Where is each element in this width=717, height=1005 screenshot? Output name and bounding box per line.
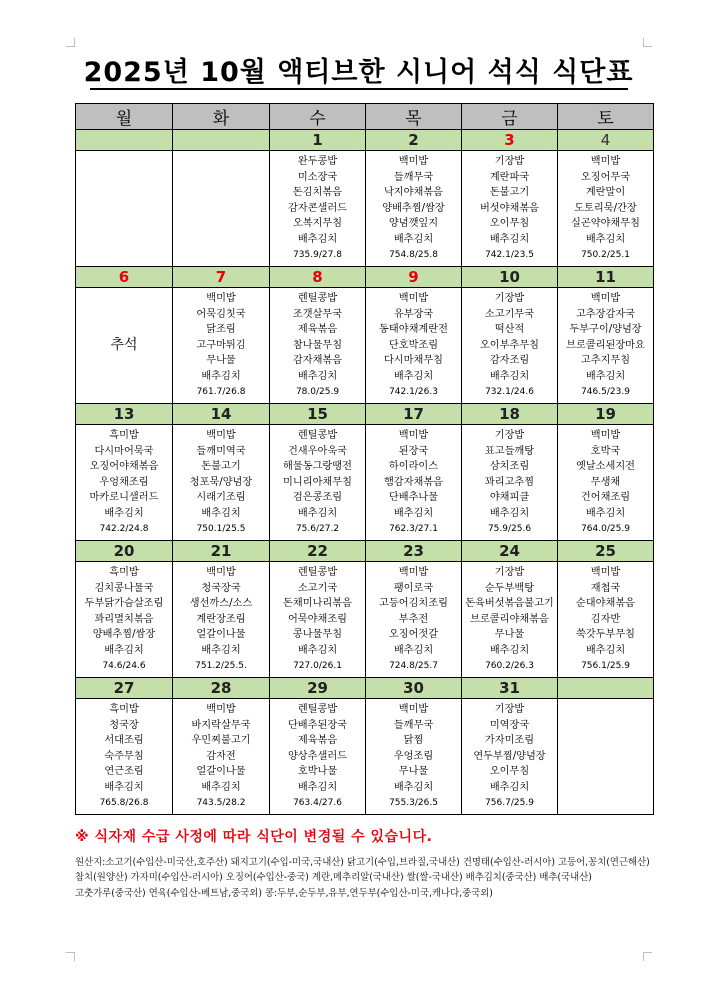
menu-item: 배추김치 [201,370,241,382]
nutrition-value: 756.1/25.9 [581,660,630,671]
date-cell: 6 [76,267,173,288]
menu-item: 야채피클 [489,492,530,504]
nutrition-value: 762.3/27.1 [389,523,438,534]
menu-item: 배추김치 [297,781,338,793]
menu-item: 팽이로국 [393,582,434,594]
menu-item: 감자채볶음 [292,355,343,367]
date-cell [76,130,173,151]
menu-item: 배추김치 [297,370,338,382]
menu-item: 고추지무침 [580,355,631,367]
menu-item: 돈채미나리볶음 [283,598,352,610]
menu-item: 유부장국 [393,308,434,320]
nutrition-value: 760.2/26.3 [485,660,534,671]
menu-item: 어묵김칫국 [196,308,246,320]
menu-item: 고추장감자국 [575,308,636,320]
menu-item: 무나물 [494,629,525,641]
menu-item: 도토리묵/간장 [574,202,637,214]
menu-cell [76,288,173,404]
date-cell: 24 [462,541,558,562]
menu-calendar-table [75,103,654,815]
weekday-header: 수 [270,104,366,130]
menu-item: 양배추찜/쌈장 [92,629,156,641]
menu-item: 검은콩조림 [292,492,343,504]
menu-item: 감자전 [206,750,236,762]
nutrition-value: 743.5/28.2 [196,797,246,808]
menu-item: 부추전 [398,613,429,625]
menu-item: 참나물무침 [292,339,343,351]
menu-cell [366,562,462,678]
menu-row [76,562,654,678]
menu-item: 하이라이스 [388,461,439,473]
menu-cell [270,151,366,267]
menu-item: 청국장국 [201,582,241,594]
menu-item: 기장밥 [494,156,525,167]
date-cell: 13 [76,404,173,425]
menu-item: 백미밥 [206,430,236,441]
menu-item: 고등어김치조림 [379,598,448,610]
nutrition-value: 763.4/27.6 [293,797,342,808]
date-cell: 3 [462,130,558,151]
date-row [76,130,654,151]
menu-item: 다시마어묵국 [94,445,154,457]
menu-item: 김자반 [590,613,621,625]
menu-item: 김치콩나물국 [94,582,154,594]
menu-cell [173,699,270,815]
date-cell: 23 [366,541,462,562]
date-cell: 14 [173,404,270,425]
menu-item: 들깨무국 [393,719,434,731]
menu-item: 고구마튀김 [196,339,246,351]
menu-item: 배추김치 [201,507,241,519]
menu-item: 서대조림 [104,735,144,747]
title-underline [90,88,628,90]
menu-item: 청국장 [109,719,139,731]
origin-info-line: 원산지:소고기(수입산-미국산,호주산) 돼지고기(수입-미국,국내산) 닭고기(수입,브라질,국내산) 건명태(수입산-러시아) 고등어,꽁치(연근해산) [75,857,650,868]
nutrition-value: 727.0/26.1 [293,660,342,671]
menu-item: 우민찌불고기 [191,735,251,747]
menu-item: 무생채 [590,476,621,488]
menu-item: 배추김치 [489,781,530,793]
menu-item: 단호박조림 [388,339,439,351]
date-cell: 25 [558,541,654,562]
menu-cell [173,151,270,267]
menu-item: 다시마채무침 [383,355,444,367]
menu-item: 백미밥 [206,704,236,715]
menu-item: 백미밥 [590,430,621,441]
menu-cell [462,699,558,815]
weekday-header: 금 [462,104,558,130]
menu-item: 백미밥 [398,704,429,715]
date-row [76,678,654,699]
menu-item: 배추김치 [393,644,434,656]
menu-item: 들깨무국 [393,171,434,183]
menu-item: 계란말이 [585,187,626,199]
weekday-header: 목 [366,104,462,130]
menu-item: 배추김치 [297,644,338,656]
menu-item: 배추김치 [585,233,626,245]
menu-item: 배추김치 [104,781,144,793]
nutrition-value: 732.1/24.6 [485,386,534,397]
menu-item: 배추김치 [104,507,144,519]
menu-item: 돈육버섯볶음불고기 [465,598,554,610]
menu-item: 배추김치 [104,644,144,656]
menu-item: 소고기국 [297,582,338,594]
nutrition-value: 756.7/25.9 [485,797,534,808]
menu-item: 흑미밥 [109,567,139,578]
menu-item: 배추김치 [585,507,626,519]
nutrition-value: 761.7/26.8 [196,386,246,397]
menu-item: 완두콩밥 [297,156,338,167]
crop-mark [643,38,652,47]
menu-item: 오이부추무침 [479,339,540,351]
menu-item: 동태야채계란전 [379,324,448,336]
date-row [76,267,654,288]
nutrition-value: 74.6/24.6 [102,660,146,671]
date-cell: 8 [270,267,366,288]
menu-item: 햄감자채볶음 [383,476,444,488]
nutrition-value: 742.1/23.5 [485,249,534,260]
menu-item: 호박국 [590,445,621,457]
menu-item: 꽈리고추찜 [484,476,535,488]
menu-item: 렌틸콩밥 [297,567,338,578]
menu-item: 조갯살무국 [292,308,343,320]
weekday-header: 화 [173,104,270,130]
menu-item: 기장밥 [494,293,525,304]
menu-item: 돈불고기 [201,461,241,473]
menu-item: 된장국 [398,445,429,457]
page-title: 2025년 10월 액티브한 시니어 석식 식단표 [83,57,634,88]
menu-item: 소고기무국 [484,308,535,320]
menu-cell [366,425,462,541]
menu-item: 마카로니샐러드 [89,492,159,504]
date-cell: 28 [173,678,270,699]
menu-item: 배추김치 [489,644,530,656]
menu-item: 닭찜 [403,735,424,747]
menu-item: 배추김치 [393,781,434,793]
menu-item: 두부구이/양념장 [569,324,642,336]
date-cell: 7 [173,267,270,288]
date-cell: 22 [270,541,366,562]
nutrition-value: 735.9/27.8 [293,249,342,260]
menu-item: 배추김치 [393,507,434,519]
menu-cell [76,699,173,815]
menu-item: 오복지무침 [292,218,343,230]
menu-cell [366,699,462,815]
menu-item: 오징어야채볶음 [89,461,159,473]
date-cell: 18 [462,404,558,425]
date-cell: 9 [366,267,462,288]
menu-item: 바지락살무국 [191,719,251,731]
menu-row [76,699,654,815]
menu-item: 배추김치 [393,370,434,382]
menu-item: 들깨미역국 [196,445,246,457]
nutrition-value: 754.8/25.8 [389,249,438,260]
menu-item: 배추김치 [489,370,530,382]
menu-item: 미니리아채무침 [283,476,352,488]
nutrition-value: 746.5/23.9 [581,386,630,397]
menu-item: 미역장국 [489,719,530,731]
menu-cell [558,425,654,541]
menu-item: 무나물 [398,766,429,778]
nutrition-value: 764.0/25.9 [581,523,630,534]
menu-item: 청포묵/양념장 [189,476,253,488]
menu-cell [366,151,462,267]
menu-item: 기장밥 [494,704,525,715]
date-cell: 31 [462,678,558,699]
menu-item: 삼치조림 [489,461,530,473]
nutrition-value: 750.1/25.5 [196,523,246,534]
menu-cell [76,562,173,678]
crop-mark [66,38,75,47]
menu-item: 우엉조림 [393,750,434,762]
menu-cell [270,699,366,815]
menu-item: 무나물 [206,355,236,367]
menu-cell [270,288,366,404]
menu-item: 옛날소세지전 [575,461,636,473]
nutrition-value: 742.2/24.8 [99,523,149,534]
menu-item: 연근조림 [104,766,144,778]
menu-item: 양배추찜/쌈장 [382,202,445,214]
menu-cell [462,562,558,678]
menu-cell [558,562,654,678]
menu-item: 배추김치 [393,233,434,245]
menu-item: 얼갈이나물 [196,629,246,641]
menu-item: 버섯야채볶음 [479,202,540,214]
menu-cell [173,425,270,541]
menu-item: 브로콜리된장마요 [566,339,645,351]
date-cell [558,678,654,699]
origin-info-line: 참치(원양산) 가자미(수입산-러시아) 오징어(수입산-중국) 계란,메추리알(국내산) 쌀(쌀-국내산) 배추김치(중국산) 배추(국내산) [75,872,592,883]
menu-item: 양상추샐러드 [287,750,348,762]
date-cell: 2 [366,130,462,151]
menu-cell [558,288,654,404]
menu-cell [173,562,270,678]
weekday-header: 월 [76,104,173,130]
nutrition-value: 78.0/25.9 [295,386,340,397]
menu-item: 단배추된장국 [287,719,348,731]
menu-item: 두부닭가슴살조림 [84,598,164,610]
menu-item: 제육볶음 [297,324,338,336]
weekday-header-row [76,104,654,130]
nutrition-value: 742.1/26.3 [389,386,438,397]
date-row [76,541,654,562]
crop-mark [643,952,652,961]
menu-item: 렌틸콩밥 [297,293,338,304]
menu-item: 기장밥 [494,567,525,578]
menu-item: 호박나물 [297,766,338,778]
menu-item: 백미밥 [398,293,429,304]
menu-item: 양념깻잎지 [388,218,439,230]
menu-item: 백미밥 [590,156,621,167]
nutrition-value: 75.9/25.6 [487,523,532,534]
nutrition-value: 755.3/26.5 [389,797,438,808]
menu-item: 재첩국 [590,582,621,594]
menu-item: 순대야채볶음 [575,598,636,610]
menu-item: 오이무침 [489,766,530,778]
menu-item: 백미밥 [398,567,429,578]
date-cell: 21 [173,541,270,562]
nutrition-value: 750.2/25.1 [581,249,630,260]
menu-cell [462,425,558,541]
menu-cell [173,288,270,404]
menu-cell [558,699,654,815]
menu-item: 백미밥 [398,430,429,441]
date-cell [173,130,270,151]
menu-item: 오징어젓갈 [388,629,439,641]
date-cell: 11 [558,267,654,288]
menu-item: 배추김치 [489,233,530,245]
menu-item: 브로콜리야채볶음 [470,613,549,625]
nutrition-value: 751.2/25.5. [195,660,247,671]
menu-cell [462,151,558,267]
menu-cell [462,288,558,404]
menu-item: 기장밥 [494,430,525,441]
menu-item: 계란장조림 [196,613,246,625]
menu-item: 건새우아욱국 [287,445,348,457]
menu-row [76,425,654,541]
date-cell: 30 [366,678,462,699]
menu-item: 연두부찜/양념장 [473,750,546,762]
menu-cell [270,562,366,678]
menu-item: 돈김치볶음 [292,187,343,199]
menu-item: 숙주무침 [104,750,144,762]
menu-item: 감자콘샐러드 [287,202,348,214]
menu-item: 낙지야채볶음 [383,187,444,199]
weekday-header: 토 [558,104,654,130]
date-cell: 19 [558,404,654,425]
menu-item: 콩나물무침 [292,629,343,641]
date-cell: 27 [76,678,173,699]
menu-item: 얼갈이나물 [196,766,246,778]
menu-item: 미소장국 [297,171,338,183]
menu-item: 백미밥 [590,293,621,304]
menu-row [76,151,654,267]
menu-item: 백미밥 [206,293,236,304]
menu-item: 계란파국 [489,171,530,183]
menu-item: 배추김치 [489,507,530,519]
menu-item: 렌틸콩밥 [297,704,338,715]
menu-item: 우엉채조림 [99,476,149,488]
menu-item: 백미밥 [398,156,429,167]
menu-item: 제육볶음 [297,735,338,747]
menu-item: 배추김치 [585,370,626,382]
date-cell: 29 [270,678,366,699]
menu-item: 백미밥 [206,567,236,578]
menu-item: 오징어무국 [580,171,631,183]
menu-item: 흑미밥 [109,430,139,441]
date-row [76,404,654,425]
date-cell: 15 [270,404,366,425]
date-cell: 10 [462,267,558,288]
nutrition-value: 75.6/27.2 [295,523,340,534]
menu-item: 단배추나물 [388,492,439,504]
menu-item: 렌틸콩밥 [297,430,338,441]
nutrition-value: 765.8/26.8 [99,797,149,808]
menu-item: 실곤약야채무침 [571,218,640,230]
menu-item: 순두부백탕 [484,582,535,594]
menu-cell [558,151,654,267]
nutrition-value: 724.8/25.7 [389,660,438,671]
menu-item: 오이무침 [489,218,530,230]
date-cell: 20 [76,541,173,562]
menu-item: 생선까스/소스 [189,598,253,610]
menu-item: 배추김치 [585,644,626,656]
menu-item: 배추김치 [201,781,241,793]
menu-item: 돈불고기 [489,187,530,199]
menu-item: 배추김치 [201,644,241,656]
crop-mark [66,952,75,961]
menu-item: 배추김치 [297,233,338,245]
menu-cell [366,288,462,404]
menu-item: 표고들깨탕 [484,445,535,457]
menu-item: 해물동그랑땡전 [283,461,352,473]
origin-info-line: 고춧가루(중국산) 연육(수입산-베트남,중국외) 콩:두부,순두부,유부,연두부(수입산-미국,캐나다,중국외) [75,888,493,899]
menu-item: 닭조림 [206,324,236,336]
menu-item: 흑미밥 [109,704,139,715]
menu-item: 백미밥 [590,567,621,578]
menu-item: 배추김치 [297,507,338,519]
menu-item: 시래기조림 [196,492,246,504]
holiday-label: 추석 [110,336,138,353]
menu-item: 건어채조림 [580,492,631,504]
menu-item: 떡산적 [494,324,525,336]
menu-item: 꽈리멸치볶음 [94,613,154,625]
menu-item: 감자조림 [489,355,530,367]
menu-item: 쑥갓두부무침 [575,629,636,641]
notice-text: ※ 식자재 수급 사정에 따라 식단이 변경될 수 있습니다. [75,829,433,845]
menu-item: 어묵야채조림 [287,613,348,625]
menu-item: 가자미조림 [484,735,535,747]
menu-cell [270,425,366,541]
menu-row [76,288,654,404]
menu-cell [76,425,173,541]
date-cell: 1 [270,130,366,151]
menu-cell [76,151,173,267]
date-cell: 4 [558,130,654,151]
date-cell: 17 [366,404,462,425]
